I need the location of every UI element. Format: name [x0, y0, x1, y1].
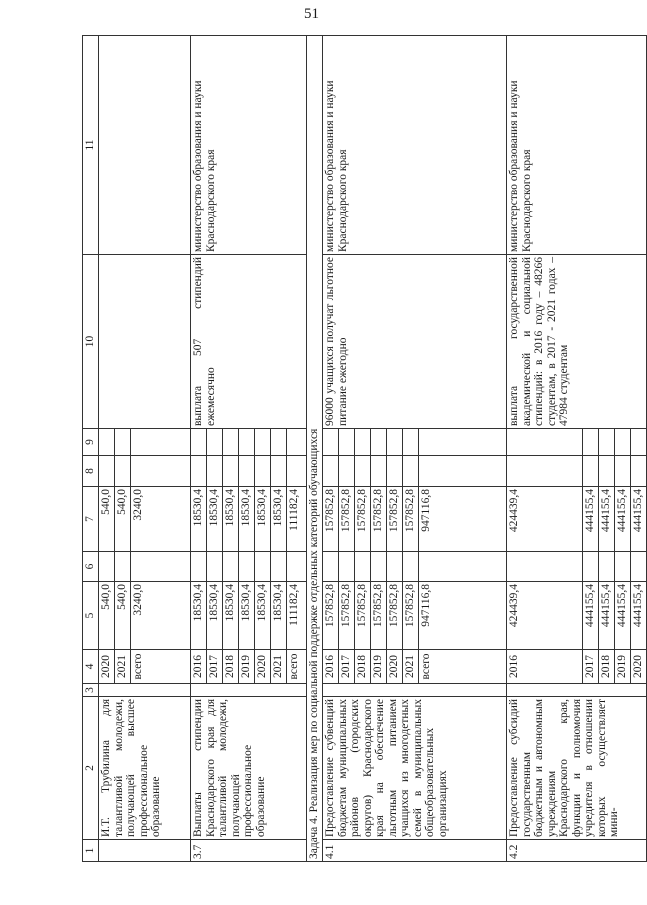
regional-value: 157852,8 [387, 487, 403, 552]
other-value [115, 429, 131, 456]
local-value [207, 456, 223, 487]
status-cell [191, 684, 307, 697]
total-value: 540,0 [115, 582, 131, 650]
regional-value: 18530,4 [255, 487, 271, 552]
row-number: 4.1 [323, 840, 507, 862]
table-row [323, 36, 339, 862]
federal-value [339, 552, 355, 582]
other-value [191, 429, 207, 456]
year-cell: 2019 [371, 650, 387, 684]
local-value [631, 456, 647, 487]
status-cell [507, 684, 647, 697]
local-value [131, 456, 191, 487]
measure-name: Предоставление субвенций бюджетам муниципальных районов (городских округов) Краснодарского края на обеспечение льготным питанием учащихся из многодетных семей в муниципальных общеобразовательных организациях [323, 697, 507, 840]
executor-cell [99, 36, 191, 255]
regional-value: 18530,4 [271, 487, 287, 552]
total-value: 157852,8 [339, 582, 355, 650]
year-cell: 2020 [387, 650, 403, 684]
total-value: 157852,8 [403, 582, 419, 650]
year-cell: 2018 [599, 650, 615, 684]
result-cell: выплата государственной академической и социальной стипендий: в 2016 году – 48266 студентам, в 2017 - 2021 годах – 47984 студентам [507, 255, 647, 429]
task-heading: Задача 4. Реализация мер по социальной поддержке отдельных категорий обучающихся [307, 36, 323, 862]
other-value [131, 429, 191, 456]
col-header: 1 [83, 840, 99, 862]
total-value: 18530,4 [191, 582, 207, 650]
col-header: 8 [83, 456, 99, 487]
local-value [339, 456, 355, 487]
federal-value [207, 552, 223, 582]
total-value: 157852,8 [371, 582, 387, 650]
local-value [403, 456, 419, 487]
year-cell: 2018 [355, 650, 371, 684]
year-cell: 2016 [191, 650, 207, 684]
total-value: 444155,4 [599, 582, 615, 650]
executor-cell: министерство образования и науки Краснодарского края [507, 36, 647, 255]
col-header: 11 [83, 36, 99, 255]
other-value [403, 429, 419, 456]
row-number: 4.2 [507, 840, 647, 862]
federal-value [271, 552, 287, 582]
total-value: 444155,4 [615, 582, 631, 650]
total-value: 540,0 [99, 582, 115, 650]
result-cell: выплата 507 стипендий ежемесячно [191, 255, 307, 429]
year-cell: 2021 [403, 650, 419, 684]
year-cell: всего [287, 650, 307, 684]
year-cell: 2017 [339, 650, 355, 684]
federal-value [403, 552, 419, 582]
table-row [507, 36, 583, 862]
other-value [271, 429, 287, 456]
total-value: 157852,8 [355, 582, 371, 650]
total-value: 424439,4 [507, 582, 583, 650]
col-header: 10 [83, 255, 99, 429]
total-value: 111182,4 [287, 582, 307, 650]
program-table [82, 35, 647, 862]
other-value [323, 429, 339, 456]
total-value: 18530,4 [207, 582, 223, 650]
other-value [355, 429, 371, 456]
page-number: 51 [304, 6, 319, 22]
total-value: 18530,4 [255, 582, 271, 650]
year-cell: 2021 [271, 650, 287, 684]
year-cell: 2019 [239, 650, 255, 684]
regional-value: 540,0 [115, 487, 131, 552]
federal-value [99, 552, 115, 582]
regional-value: 157852,8 [323, 487, 339, 552]
total-value: 18530,4 [223, 582, 239, 650]
local-value [239, 456, 255, 487]
rotated-table-container [82, 36, 644, 862]
federal-value [631, 552, 647, 582]
col-header: 6 [83, 552, 99, 582]
total-value: 3240,0 [131, 582, 191, 650]
federal-value [287, 552, 307, 582]
federal-value [239, 552, 255, 582]
federal-value [599, 552, 615, 582]
other-value [339, 429, 355, 456]
local-value [387, 456, 403, 487]
regional-value: 157852,8 [355, 487, 371, 552]
federal-value [255, 552, 271, 582]
total-value: 18530,4 [239, 582, 255, 650]
other-value [239, 429, 255, 456]
col-header: 2 [83, 697, 99, 840]
year-cell: 2017 [583, 650, 599, 684]
col-header: 5 [83, 582, 99, 650]
year-cell: 2019 [615, 650, 631, 684]
regional-value: 157852,8 [371, 487, 387, 552]
other-value [223, 429, 239, 456]
year-cell: 2020 [99, 650, 115, 684]
year-cell: 2020 [255, 650, 271, 684]
total-value: 947116,8 [419, 582, 507, 650]
regional-value: 18530,4 [223, 487, 239, 552]
local-value [419, 456, 507, 487]
regional-value: 444155,4 [631, 487, 647, 552]
federal-value [115, 552, 131, 582]
measure-name: Предоставление субсидий государственным бюджетным и автономным учреждениям Краснодарского края, функции и полномочия учредителя в отношении которых осуществляет мини- [507, 697, 647, 840]
year-cell: 2016 [323, 650, 339, 684]
federal-value [371, 552, 387, 582]
total-value: 444155,4 [631, 582, 647, 650]
other-value [615, 429, 631, 456]
status-cell [323, 684, 507, 697]
local-value [223, 456, 239, 487]
year-cell: 2020 [631, 650, 647, 684]
regional-value: 444155,4 [615, 487, 631, 552]
local-value [583, 456, 599, 487]
other-value [507, 429, 583, 456]
regional-value: 424439,4 [507, 487, 583, 552]
measure-name: Выплаты стипендии Краснодарского края для талантливой молодежи, получающей профессиональное образование [191, 697, 307, 840]
total-value: 444155,4 [583, 582, 599, 650]
federal-value [583, 552, 599, 582]
other-value [207, 429, 223, 456]
year-cell: всего [131, 650, 191, 684]
other-value [255, 429, 271, 456]
local-value [115, 456, 131, 487]
header-row [83, 36, 99, 862]
col-header: 3 [83, 684, 99, 697]
status-cell [99, 684, 191, 697]
regional-value: 18530,4 [239, 487, 255, 552]
result-cell [99, 255, 191, 429]
total-value: 157852,8 [323, 582, 339, 650]
local-value [287, 456, 307, 487]
federal-value [323, 552, 339, 582]
measure-name: И.Т. Трубилина для талантливой молодежи, получающей высшее профессиональное образование [99, 697, 191, 840]
other-value [583, 429, 599, 456]
local-value [255, 456, 271, 487]
federal-value [387, 552, 403, 582]
local-value [191, 456, 207, 487]
row-number [99, 840, 191, 862]
local-value [355, 456, 371, 487]
row-number: 3.7 [191, 840, 307, 862]
year-cell: 2021 [115, 650, 131, 684]
other-value [371, 429, 387, 456]
col-header: 9 [83, 429, 99, 456]
task-row [307, 36, 323, 862]
col-header: 7 [83, 487, 99, 552]
local-value [323, 456, 339, 487]
other-value [419, 429, 507, 456]
regional-value: 540,0 [99, 487, 115, 552]
year-cell: 2018 [223, 650, 239, 684]
year-cell: 2016 [507, 650, 583, 684]
other-value [631, 429, 647, 456]
table-row [99, 36, 115, 862]
regional-value: 3240,0 [131, 487, 191, 552]
regional-value: 947116,8 [419, 487, 507, 552]
local-value [271, 456, 287, 487]
federal-value [355, 552, 371, 582]
federal-value [191, 552, 207, 582]
other-value [387, 429, 403, 456]
regional-value: 18530,4 [207, 487, 223, 552]
total-value: 157852,8 [387, 582, 403, 650]
other-value [599, 429, 615, 456]
result-cell: 96000 учащихся получат льготное питание ежегодно [323, 255, 507, 429]
local-value [599, 456, 615, 487]
federal-value [223, 552, 239, 582]
local-value [371, 456, 387, 487]
local-value [507, 456, 583, 487]
other-value [99, 429, 115, 456]
regional-value: 18530,4 [191, 487, 207, 552]
executor-cell: министерство образования и науки Краснодарского края [191, 36, 307, 255]
year-cell: всего [419, 650, 507, 684]
regional-value: 111182,4 [287, 487, 307, 552]
regional-value: 157852,8 [339, 487, 355, 552]
local-value [615, 456, 631, 487]
executor-cell: министерство образования и науки Краснодарского края [323, 36, 507, 255]
other-value [287, 429, 307, 456]
year-cell: 2017 [207, 650, 223, 684]
total-value: 18530,4 [271, 582, 287, 650]
local-value [99, 456, 115, 487]
federal-value [131, 552, 191, 582]
regional-value: 444155,4 [599, 487, 615, 552]
table-row [191, 36, 207, 862]
regional-value: 157852,8 [403, 487, 419, 552]
regional-value: 444155,4 [583, 487, 599, 552]
federal-value [419, 552, 507, 582]
federal-value [615, 552, 631, 582]
col-header: 4 [83, 650, 99, 684]
federal-value [507, 552, 583, 582]
